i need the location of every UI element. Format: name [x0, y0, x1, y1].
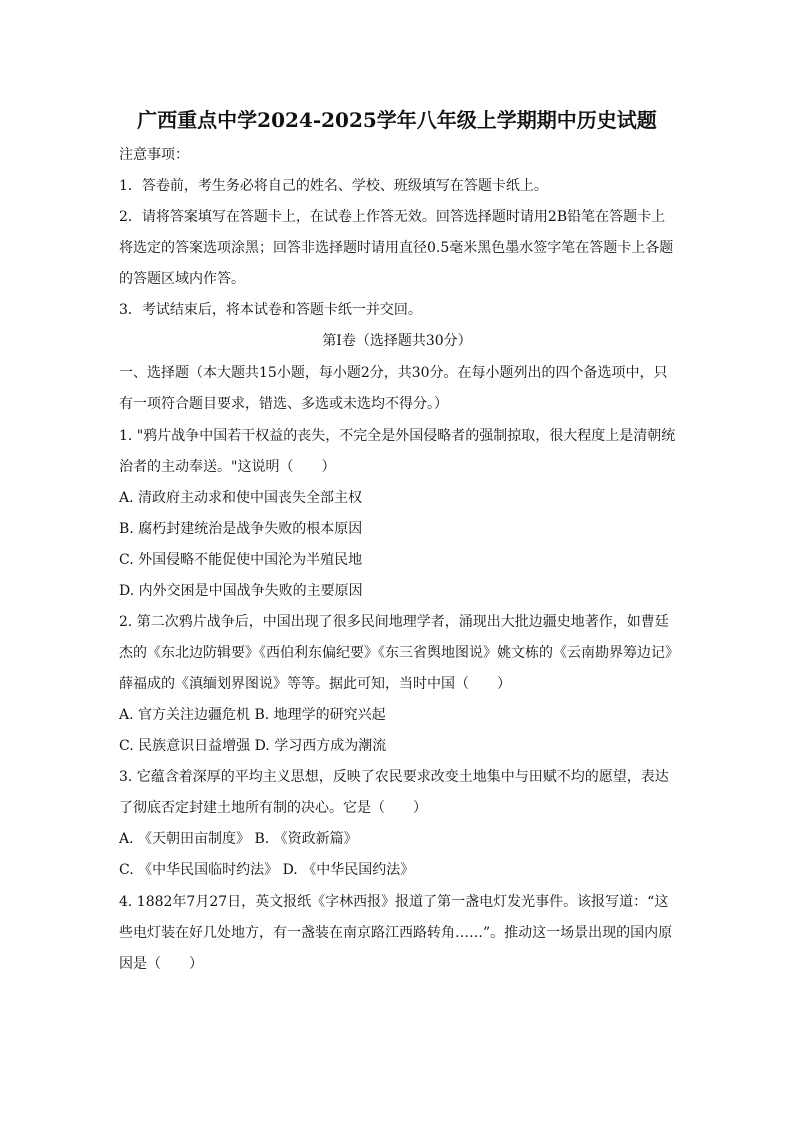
question-1-option-b: B. 腐朽封建统治是战争失败的根本原因: [119, 521, 363, 537]
question-4-stem: 因是（ ）: [119, 956, 203, 972]
question-1-option-d: D. 内外交困是中国战争失败的主要原因: [119, 583, 363, 599]
question-3-stem: 了彻底否定封建土地所有制的决心。它是（ ）: [119, 800, 427, 816]
question-3-options-cd: C. 《中华民国临时约法》 D. 《中华民国约法》: [119, 862, 415, 878]
notice-line: 将选定的答案选项涂黑；回答非选择题时请用直径0.5毫米黑色墨水签字笔在答题卡上各题: [119, 240, 674, 256]
question-1-option-c: C. 外国侵略不能促使中国沦为半殖民地: [119, 552, 363, 568]
question-4-stem: 些电灯装在好几处地方，有一盏装在南京路江西路转角……”。推动这一场景出现的国内原: [119, 925, 673, 941]
section-title: 第Ⅰ卷（选择题共30分）: [322, 333, 472, 349]
question-1-stem: 1. "鸦片战争中国若干权益的丧失，不完全是外国侵略者的强制掠取，很大程度上是清朝统: [119, 428, 676, 444]
notice-line: 的答题区域内作答。: [119, 271, 245, 287]
notice-line: 1．答卷前，考生务必将自己的姓名、学校、班级填写在答题卡纸上。: [119, 178, 548, 194]
question-2-stem: 杰的《东北边防辑要》《西伯利东偏纪要》《东三省舆地图说》姚文栋的《云南勘界筹边记》: [119, 645, 679, 661]
notice-line: 3．考试结束后，将本试卷和答题卡纸一并交回。: [119, 302, 422, 318]
question-4-stem: 4. 1882年7月27日，英文报纸《字林西报》报道了第一盏电灯发光事件。该报写道：“这: [119, 894, 669, 910]
question-2-options-cd: C. 民族意识日益增强 D. 学习西方成为潮流: [119, 738, 387, 754]
part-intro-line: 一、选择题（本大题共15小题，每小题2分，共30分。在每小题列出的四个备选项中，只: [119, 365, 668, 381]
question-1-stem: 治者的主动奉送。"这说明（ ）: [119, 459, 336, 475]
question-3-options-ab: A. 《天朝田亩制度》 B. 《资政新篇》: [119, 831, 358, 847]
notice-heading: 注意事项：: [119, 147, 189, 163]
question-2-options-ab: A. 官方关注边疆危机 B. 地理学的研究兴起: [119, 707, 386, 723]
question-2-stem: 薛福成的《滇缅划界图说》等等。据此可知，当时中国（ ）: [119, 676, 511, 692]
question-2-stem: 2. 第二次鸦片战争后，中国出现了很多民间地理学者，涌现出大批边疆史地著作，如曹廷: [119, 614, 669, 630]
part-intro-line: 有一项符合题目要求，错选、多选或未选均不得分。）: [119, 396, 448, 412]
question-3-stem: 3. 它蕴含着深厚的平均主义思想，反映了农民要求改变土地集中与田赋不均的愿望，表达: [119, 769, 669, 785]
exam-title: 广西重点中学2024-2025学年八年级上学期期中历史试题: [137, 108, 657, 132]
notice-line: 2．请将答案填写在答题卡上，在试卷上作答无效。回答选择题时请用2B铅笔在答题卡上: [119, 209, 666, 225]
question-1-option-a: A. 清政府主动求和使中国丧失全部主权: [119, 490, 363, 506]
